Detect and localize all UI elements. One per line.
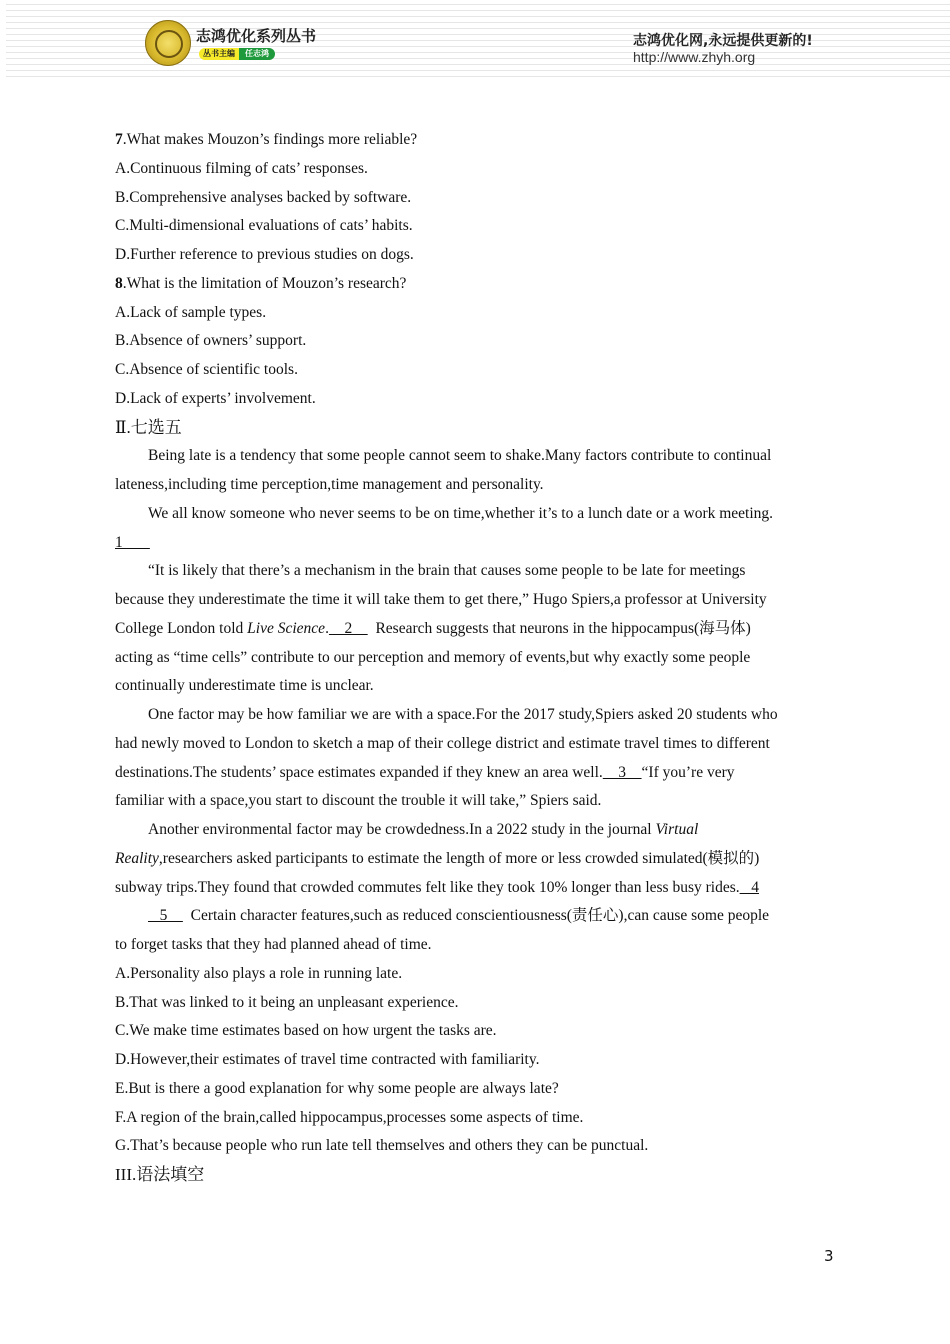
text-segment: III.语法填空 (115, 1165, 205, 1184)
text-segment: B.Absence of owners’ support. (115, 332, 307, 350)
text-segment: because they underestimate the time it will take them to get there,” Hugo Spiers,a professor at University (115, 591, 767, 608)
text-line (148, 820, 698, 840)
text-segment: A.Lack of sample types. (115, 303, 267, 321)
answer-blank: 4 (739, 878, 759, 896)
header-slogan: 志鸿优化网,永远提供更新的! (633, 33, 813, 49)
text-line (115, 1079, 559, 1099)
text-segment: B.Comprehensive analyses backed by software. (115, 188, 412, 206)
text-line (115, 389, 316, 409)
answer-blank: 2 (328, 619, 368, 637)
text-segment: Reality (115, 849, 159, 867)
text-line (148, 705, 778, 725)
text-segment: Virtual (655, 821, 699, 838)
text-segment: We all know someone who never seems to be on time,whether it’s to a lunch date or a work meeting. (148, 504, 774, 522)
text-segment: 7 (115, 131, 123, 148)
text-line (115, 734, 770, 754)
text-line (115, 1021, 497, 1041)
text-segment: to forget tasks that they had planned ahead of time. (115, 936, 432, 953)
answer-blank: 1 (115, 533, 150, 551)
text-segment: D.Further reference to previous studies on dogs. (115, 246, 414, 263)
text-segment: .What is the limitation of Mouzon’s research? (122, 274, 407, 292)
text-line (115, 1136, 648, 1156)
text-segment: continually underestimate time is unclear. (115, 677, 374, 695)
text-segment: .What makes Mouzon’s findings more reliable? (122, 131, 418, 148)
editor-badge (199, 48, 275, 60)
text-segment: C.We make time estimates based on how urgent the tasks are. (115, 1022, 497, 1040)
text-line (115, 188, 411, 208)
text-line (115, 1050, 539, 1070)
text-segment: G.That’s because people who run late tell themselves and others they can be punctual. (115, 1137, 649, 1155)
text-segment: C.Absence of scientific tools. (115, 361, 298, 378)
text-segment: D.However,their estimates of travel time contracted with familiarity. (115, 1051, 540, 1068)
text-line (115, 763, 735, 783)
section-heading (115, 418, 182, 438)
text-segment: acting as “time cells” contribute to our perception and memory of events,but why exactly some people (115, 648, 751, 666)
text-segment: E.But is there a good explanation for why some people are always late? (115, 1079, 559, 1097)
text-segment: B.That was linked to it being an unpleasant experience. (115, 993, 459, 1011)
text-segment: destinations.The students’ space estimates expanded if they knew an area well. (115, 763, 603, 781)
text-line (115, 533, 150, 553)
text-segment: D.Lack of experts’ involvement. (115, 389, 316, 407)
text-segment: . (325, 619, 329, 637)
badge-label: 丛书主编 (199, 48, 239, 60)
text-segment: lateness,including time perception,time management and personality. (115, 476, 544, 493)
brand-title: 志鸿优化系列丛书 (196, 27, 317, 45)
text-line (148, 561, 745, 581)
section-heading (115, 1165, 204, 1185)
text-line (115, 274, 406, 294)
text-line (115, 130, 417, 150)
publisher-seal-logo (145, 20, 191, 66)
badge-editor-name: 任志鸿 (239, 48, 275, 60)
text-segment: Being late is a tendency that some people cannot seem to shake.Many factors contribute to continual (148, 447, 772, 465)
text-line (115, 245, 414, 265)
answer-blank: 3 (602, 763, 642, 781)
text-segment: College London told (115, 619, 248, 637)
text-segment: Live Science (247, 619, 326, 637)
text-segment: “It is likely that there’s a mechanism in the brain that causes some people to be late for meetings (148, 562, 746, 580)
text-segment: Certain character features,such as reduced conscientiousness(责任心),can cause some people (182, 907, 770, 925)
text-segment: Ⅱ.七选五 (115, 417, 182, 437)
text-line (115, 849, 759, 869)
text-segment: 8 (115, 274, 123, 292)
text-line (115, 590, 767, 610)
text-segment: C.Multi-dimensional evaluations of cats’ habits. (115, 217, 413, 235)
text-segment: A.Personality also plays a role in running late. (115, 964, 403, 982)
text-line (115, 993, 458, 1013)
text-line (115, 475, 544, 495)
text-line (115, 878, 759, 898)
text-line (148, 504, 773, 524)
text-line (115, 303, 266, 323)
text-segment: F.A region of the brain,called hippocampus,processes some aspects of time. (115, 1108, 584, 1126)
text-segment: Another environmental factor may be crowdedness.In a 2022 study in the journal (148, 821, 656, 838)
text-segment: “If you’re very (641, 763, 735, 781)
text-line (115, 676, 374, 696)
text-line (115, 791, 601, 811)
text-line (115, 648, 750, 668)
text-line (115, 619, 751, 639)
text-line (115, 1108, 583, 1128)
text-segment: One factor may be how familiar we are with a space.For the 2017 study,Spiers asked 20 students who (148, 706, 778, 723)
text-segment: Research suggests that neurons in the hippocampus(海马体) (367, 619, 751, 637)
text-line (148, 446, 771, 466)
text-line (115, 216, 413, 236)
text-line (115, 159, 368, 179)
text-line (115, 360, 298, 380)
text-line (115, 964, 402, 984)
text-segment: familiar with a space,you start to discount the trouble it will take,” Spiers said. (115, 792, 602, 810)
header-url[interactable]: http://www.zhyh.org (633, 49, 756, 65)
text-segment: had newly moved to London to sketch a map of their college district and estimate travel times to different (115, 734, 770, 752)
text-segment: ,researchers asked participants to estimate the length of more or less crowded simulated(模拟的) (158, 849, 760, 867)
page-number: 3 (824, 1247, 834, 1265)
text-line (148, 906, 769, 926)
answer-blank: 5 (148, 907, 183, 925)
text-line (115, 331, 306, 351)
text-line (115, 935, 432, 955)
text-segment: A.Continuous filming of cats’ responses. (115, 159, 368, 177)
text-segment: subway trips.They found that crowded commutes felt like they took 10% longer than less busy rides. (115, 878, 740, 896)
